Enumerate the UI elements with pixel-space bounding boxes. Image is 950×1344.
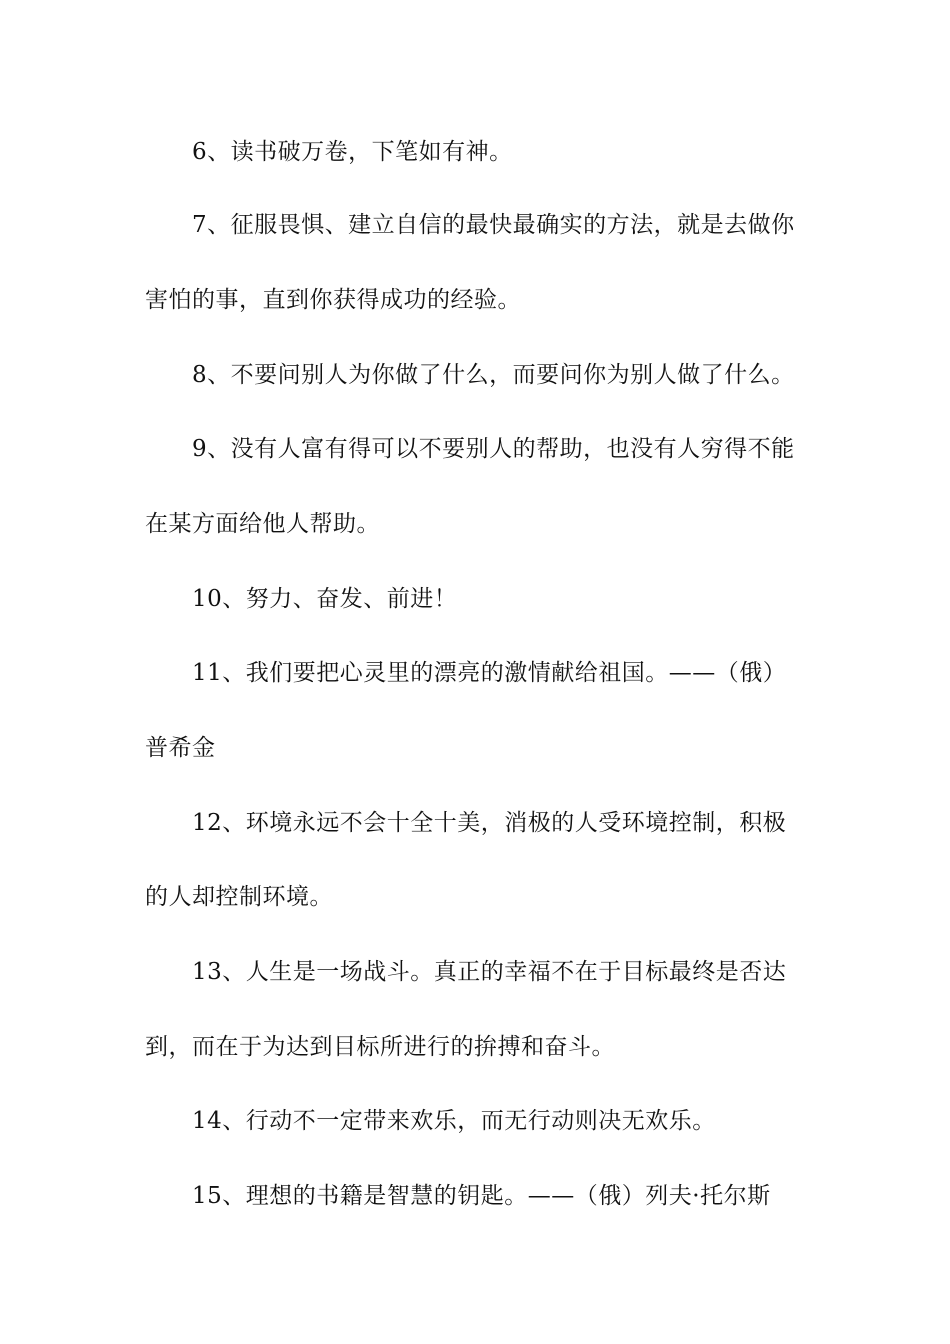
quote-12-line-2: 的人却控制环境。 <box>145 884 333 910</box>
quote-10-line-1: 10、努力、奋发、前进！ <box>192 586 458 612</box>
quote-8-line-1: 8、不要问别人为你做了什么，而要问你为别人做了什么。 <box>192 362 795 388</box>
quote-11-line-1: 11、我们要把心灵里的漂亮的激情献给祖国。——（俄） <box>192 660 787 686</box>
quote-7-line-1: 7、征服畏惧、建立自信的最快最确实的方法，就是去做你 <box>192 212 795 238</box>
quote-14-line-1: 14、行动不一定带来欢乐，而无行动则决无欢乐。 <box>192 1108 716 1134</box>
quote-6-line-1: 6、读书破万卷，下笔如有神。 <box>192 139 513 165</box>
quote-9-line-1: 9、没有人富有得可以不要别人的帮助，也没有人穷得不能 <box>192 436 795 462</box>
quote-12-line-1: 12、环境永远不会十全十美，消极的人受环境控制，积极 <box>192 810 787 836</box>
quote-13-line-1: 13、人生是一场战斗。真正的幸福不在于目标最终是否达 <box>192 959 787 985</box>
quote-9-line-2: 在某方面给他人帮助。 <box>145 511 380 537</box>
quote-13-line-2: 到，而在于为达到目标所进行的拚搏和奋斗。 <box>145 1034 615 1060</box>
quote-15-line-1: 15、理想的书籍是智慧的钥匙。——（俄）列夫·托尔斯 <box>192 1183 771 1209</box>
quote-11-line-2: 普希金 <box>145 735 216 761</box>
quote-7-line-2: 害怕的事，直到你获得成功的经验。 <box>145 287 521 313</box>
